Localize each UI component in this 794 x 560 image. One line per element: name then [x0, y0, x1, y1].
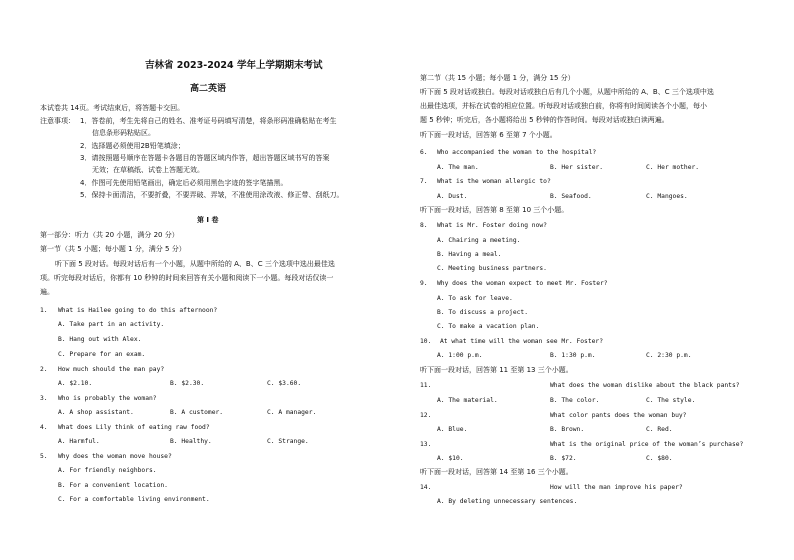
dialogue-instruction: 听下面一段对话，回答第 14 至第 16 三个小题。	[420, 468, 573, 476]
question-stem: What does Lily think of eating raw food?	[58, 424, 210, 431]
notice-item: 5．保持卡面清洁，不要折叠，不要弄破、弄皱，不准使用涂改液、修正带、刮纸刀。	[80, 191, 344, 199]
answer-option: C. To make a vacation plan.	[437, 323, 540, 330]
dialogue-instruction: 听下面一段对话，回答第 11 至第 13 三个小题。	[420, 366, 573, 374]
answer-option: A. By deleting unnecessary sentences.	[437, 498, 578, 505]
question-stem: What is the woman allergic to?	[437, 178, 551, 185]
question-number: 1.	[40, 307, 48, 314]
answer-option: B. Healthy.	[170, 438, 212, 445]
answer-option: B. For a convenient location.	[58, 482, 168, 489]
section-heading: 第二节（共 15 小题；每小题 1 分，满分 15 分）	[420, 74, 575, 82]
answer-option: B. $2.30.	[170, 380, 205, 387]
instructions: 听下面 5 段对话。每段对话后有一个小题，从题中所给的 A、B、C 三个选项中选出最佳选	[55, 260, 335, 268]
instructions: 出最佳选项，并标在试卷的相应位置。听每段对话或独白前，你将有时间阅读各个小题，每小	[420, 102, 707, 110]
answer-option: A. To ask for leave.	[437, 295, 513, 302]
answer-option: B. The color.	[550, 397, 600, 404]
section-heading: 第 I 卷	[197, 216, 219, 224]
answer-option: B. A customer.	[170, 409, 224, 416]
question-stem: Who is probably the woman?	[58, 395, 157, 402]
answer-option: C. The style.	[646, 397, 696, 404]
answer-option: C. Her mother.	[646, 164, 700, 171]
answer-option: A. Dust.	[437, 193, 468, 200]
answer-option: C. Mangoes.	[646, 193, 688, 200]
question-stem: At what time will the woman see Mr. Foster?	[440, 338, 604, 345]
answer-option: A. The material.	[437, 397, 498, 404]
question-number: 6.	[420, 149, 428, 156]
answer-option: B. Seafood.	[550, 193, 592, 200]
answer-option: A. Harmful.	[58, 438, 100, 445]
answer-option: A. Take part in an activity.	[58, 321, 165, 328]
answer-option: A. Chairing a meeting.	[437, 237, 521, 244]
notice-item: 2．选择题必须使用2B铅笔填涂；	[80, 142, 185, 150]
answer-option: A. $10.	[437, 455, 464, 462]
answer-option: A. 1:00 p.m.	[437, 352, 483, 359]
question-stem: What does the woman dislike about the black pants?	[550, 382, 740, 389]
exam-subtitle: 高二英语	[190, 84, 227, 94]
question-number: 10.	[420, 338, 432, 345]
notice-item: 信息条形码粘贴区。	[92, 129, 155, 137]
instructions: 遍。	[40, 288, 54, 296]
instructions: 题 5 秒钟；听完后，各小题将给出 5 秒钟的作答时间。每段对话或独白读两遍。	[420, 116, 669, 124]
answer-option: C. $3.60.	[267, 380, 302, 387]
answer-option: B. Having a meal.	[437, 251, 502, 258]
question-stem: How much should the man pay?	[58, 366, 165, 373]
answer-option: C. A manager.	[267, 409, 317, 416]
intro-line: 本试卷共 14页。考试结束后，将答题卡交回。	[40, 104, 185, 112]
answer-option: C. Strange.	[267, 438, 309, 445]
question-stem: What color pants does the woman buy?	[550, 412, 687, 419]
answer-option: C. Meeting business partners.	[437, 265, 547, 272]
answer-option: A. The man.	[437, 164, 479, 171]
question-stem: Why does the woman move house?	[58, 453, 172, 460]
part-heading: 第一部分：听力（共 20 小题，满分 20 分）	[40, 231, 179, 239]
notice-item: 1．答卷前，考生先将自己的姓名、准考证号码填写清楚，将条形码准确粘贴在考生	[80, 117, 337, 125]
exam-title: 吉林省 2023-2024 学年上学期期末考试	[145, 60, 323, 71]
answer-option: A. $2.10.	[58, 380, 93, 387]
answer-option: B. Brown.	[550, 426, 585, 433]
question-number: 2.	[40, 366, 48, 373]
question-number: 9.	[420, 280, 428, 287]
answer-option: B. To discuss a project.	[437, 309, 528, 316]
answer-option: B. $72.	[550, 455, 577, 462]
question-stem: What is the original price of the woman’s purchase?	[550, 441, 744, 448]
question-number: 12.	[420, 412, 432, 419]
answer-option: B. Her sister.	[550, 164, 604, 171]
answer-option: B. 1:30 p.m.	[550, 352, 596, 359]
notice-item: 3．请按照题号顺序在答题卡各题目的答题区域内作答，超出答题区域书写的答案	[80, 154, 330, 162]
dialogue-instruction: 听下面一段对话，回答第 8 至第 10 三个小题。	[420, 206, 569, 214]
question-number: 11.	[420, 382, 432, 389]
section-heading: 第一节（共 5 小题；每小题 1 分，满分 5 分）	[40, 245, 186, 253]
question-stem: How will the man improve his paper?	[550, 484, 683, 491]
question-number: 3.	[40, 395, 48, 402]
notice-label: 注意事项：	[40, 117, 75, 125]
answer-option: C. For a comfortable living environment.	[58, 496, 210, 503]
question-number: 4.	[40, 424, 48, 431]
answer-option: C. Prepare for an exam.	[58, 351, 146, 358]
notice-item: 无效；在草稿纸、试卷上答题无效。	[92, 166, 204, 174]
answer-option: C. 2:30 p.m.	[646, 352, 692, 359]
answer-option: A. Blue.	[437, 426, 468, 433]
question-stem: Who accompanied the woman to the hospital?	[437, 149, 597, 156]
question-number: 14.	[420, 484, 432, 491]
instructions: 项。听完每段对话后，你都有 10 秒钟的时间来回答有关小题和阅读下一小题。每段对话仅读一	[40, 274, 334, 282]
answer-option: B. Hang out with Alex.	[58, 336, 142, 343]
question-stem: Why does the woman expect to meet Mr. Foster?	[437, 280, 608, 287]
instructions: 听下面 5 段对话或独白。每段对话或独白后有几个小题，从题中所给的 A、B、C 三个选项中选	[420, 88, 714, 96]
answer-option: A. A shop assistant.	[58, 409, 134, 416]
notice-item: 4．作图可先使用铅笔画出，确定后必须用黑色字迹的签字笔描黑。	[80, 179, 288, 187]
answer-option: C. Red.	[646, 426, 673, 433]
question-number: 5.	[40, 453, 48, 460]
question-number: 7.	[420, 178, 428, 185]
answer-option: A. For friendly neighbors.	[58, 467, 157, 474]
question-stem: What is Hailee going to do this afternoon?	[58, 307, 218, 314]
dialogue-instruction: 听下面一段对话，回答第 6 至第 7 个小题。	[420, 131, 557, 139]
answer-option: C. $80.	[646, 455, 673, 462]
question-number: 8.	[420, 222, 428, 229]
question-stem: What is Mr. Foster doing now?	[437, 222, 547, 229]
question-number: 13.	[420, 441, 432, 448]
